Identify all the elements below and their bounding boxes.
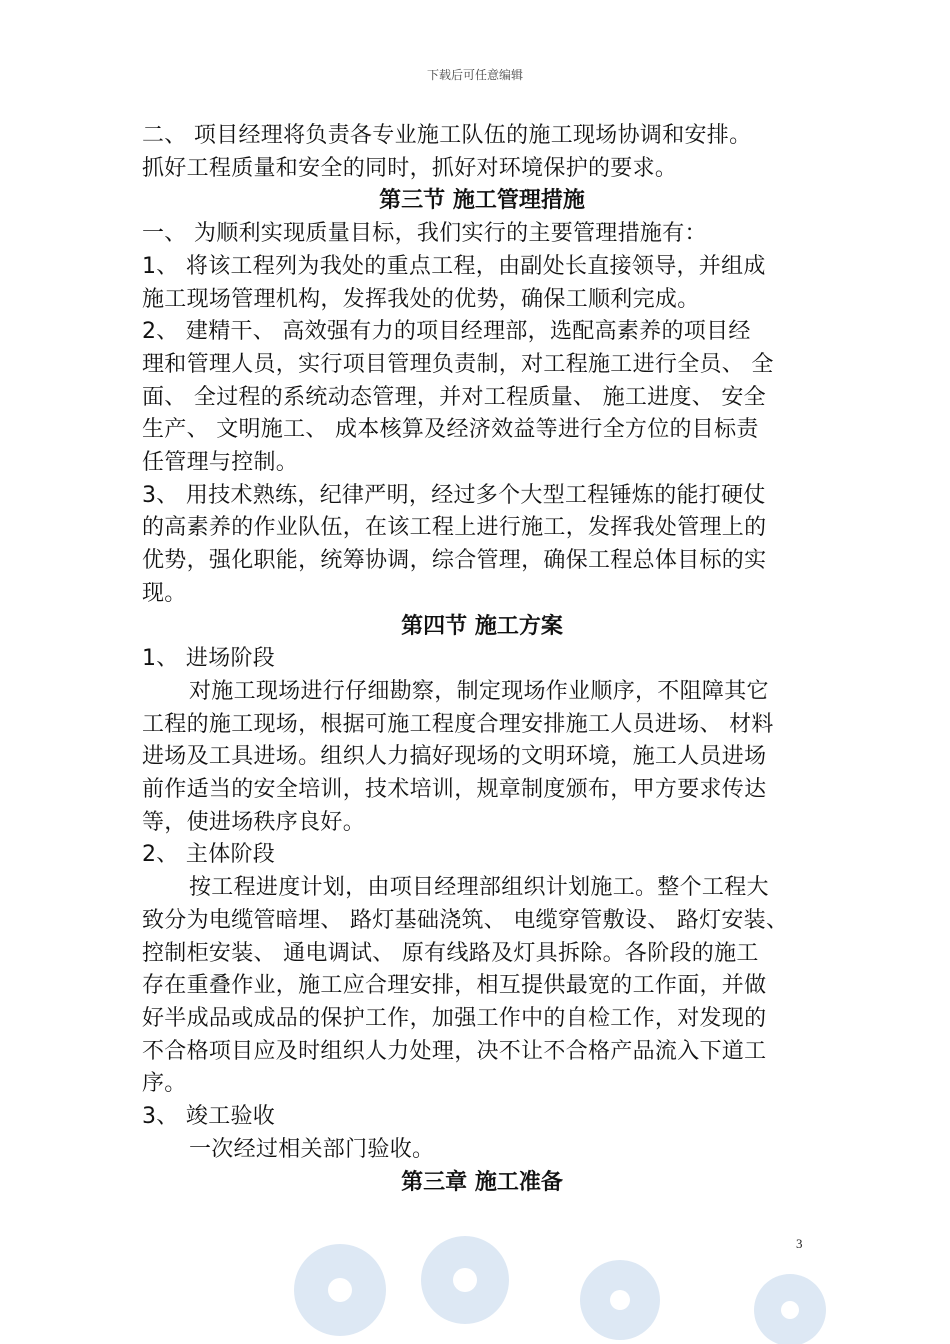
text-line: 进场及工具进场。组织人力搞好现场的文明环境，施工人员进场 xyxy=(142,744,767,770)
text-line: 任管理与控制。 xyxy=(142,450,299,476)
text-line: 按工程进度计划，由项目经理部组织计划施工。整个工程大 xyxy=(189,875,769,901)
page-header: 下载后可任意编辑 xyxy=(426,68,523,82)
section-heading: 第三章 施工准备 xyxy=(401,1169,563,1195)
text-line: 理和管理人员，实行项目管理负责制，对工程施工进行全员、 全 xyxy=(142,351,774,377)
text-line: 2、 建精干、 高效强有力的项目经理部，选配高素养的项目经 xyxy=(142,319,751,345)
text-line: 1、 进场阶段 xyxy=(142,646,276,672)
document-body xyxy=(142,120,822,1199)
text-line: 不合格项目应及时组织人力处理，决不让不合格产品流入下道工 xyxy=(142,1038,767,1064)
text-line: 工程的施工现场，根据可施工程度合理安排施工人员进场、 材料 xyxy=(142,711,774,737)
text-line: 3、 用技术熟练，纪律严明，经过多个大型工程锤炼的能打硬仗 xyxy=(142,482,766,508)
page-number: 3 xyxy=(796,1236,803,1251)
text-line: 优势，强化职能，统筹协调，综合管理，确保工程总体目标的实 xyxy=(142,548,767,574)
text-line: 1、 将该工程列为我处的重点工程，由副处长直接领导，并组成 xyxy=(142,253,766,279)
text-line: 控制柜安装、 通电调试、 原有线路及灯具拆除。各阶段的施工 xyxy=(142,940,759,966)
text-line: 2、 主体阶段 xyxy=(142,842,276,868)
watermark-decoration xyxy=(0,1230,950,1344)
text-line: 对施工现场进行仔细勘察，制定现场作业顺序，不阻障其它 xyxy=(189,678,769,704)
text-line: 施工现场管理机构，发挥我处的优势，确保工顺利完成。 xyxy=(142,286,700,312)
text-line: 序。 xyxy=(142,1071,187,1097)
text-line: 前作适当的安全培训，技术培训，规章制度颁布，甲方要求传达 xyxy=(142,777,767,803)
text-line: 致分为电缆管暗埋、 路灯基础浇筑、 电缆穿管敷设、 路灯安装、 xyxy=(142,907,789,933)
text-line: 一、 为顺利实现质量目标，我们实行的主要管理措施有： xyxy=(142,221,707,247)
text-line: 的高素养的作业队伍，在该工程上进行施工，发挥我处管理上的 xyxy=(142,515,767,541)
text-line: 3、 竣工验收 xyxy=(142,1104,276,1130)
text-line: 一次经过相关部门验收。 xyxy=(189,1136,435,1162)
section-heading: 第三节 施工管理措施 xyxy=(379,188,585,214)
text-line: 好半成品或成品的保护工作，加强工作中的自检工作，对发现的 xyxy=(142,1005,767,1031)
text-line: 现。 xyxy=(142,580,187,606)
section-heading: 第四节 施工方案 xyxy=(401,613,563,639)
text-line: 等，使进场秩序良好。 xyxy=(142,809,366,835)
text-line: 二、 项目经理将负责各专业施工队伍的施工现场协调和安排。 xyxy=(142,123,752,148)
text-line: 面、 全过程的系统动态管理，并对工程质量、 施工进度、 安全 xyxy=(142,384,766,410)
text-line: 生产、 文明施工、 成本核算及经济效益等进行全方位的目标责 xyxy=(142,417,759,443)
text-line: 存在重叠作业，施工应合理安排，相互提供最宽的工作面，并做 xyxy=(142,973,767,999)
text-line: 抓好工程质量和安全的同时，抓好对环境保护的要求。 xyxy=(142,155,678,181)
